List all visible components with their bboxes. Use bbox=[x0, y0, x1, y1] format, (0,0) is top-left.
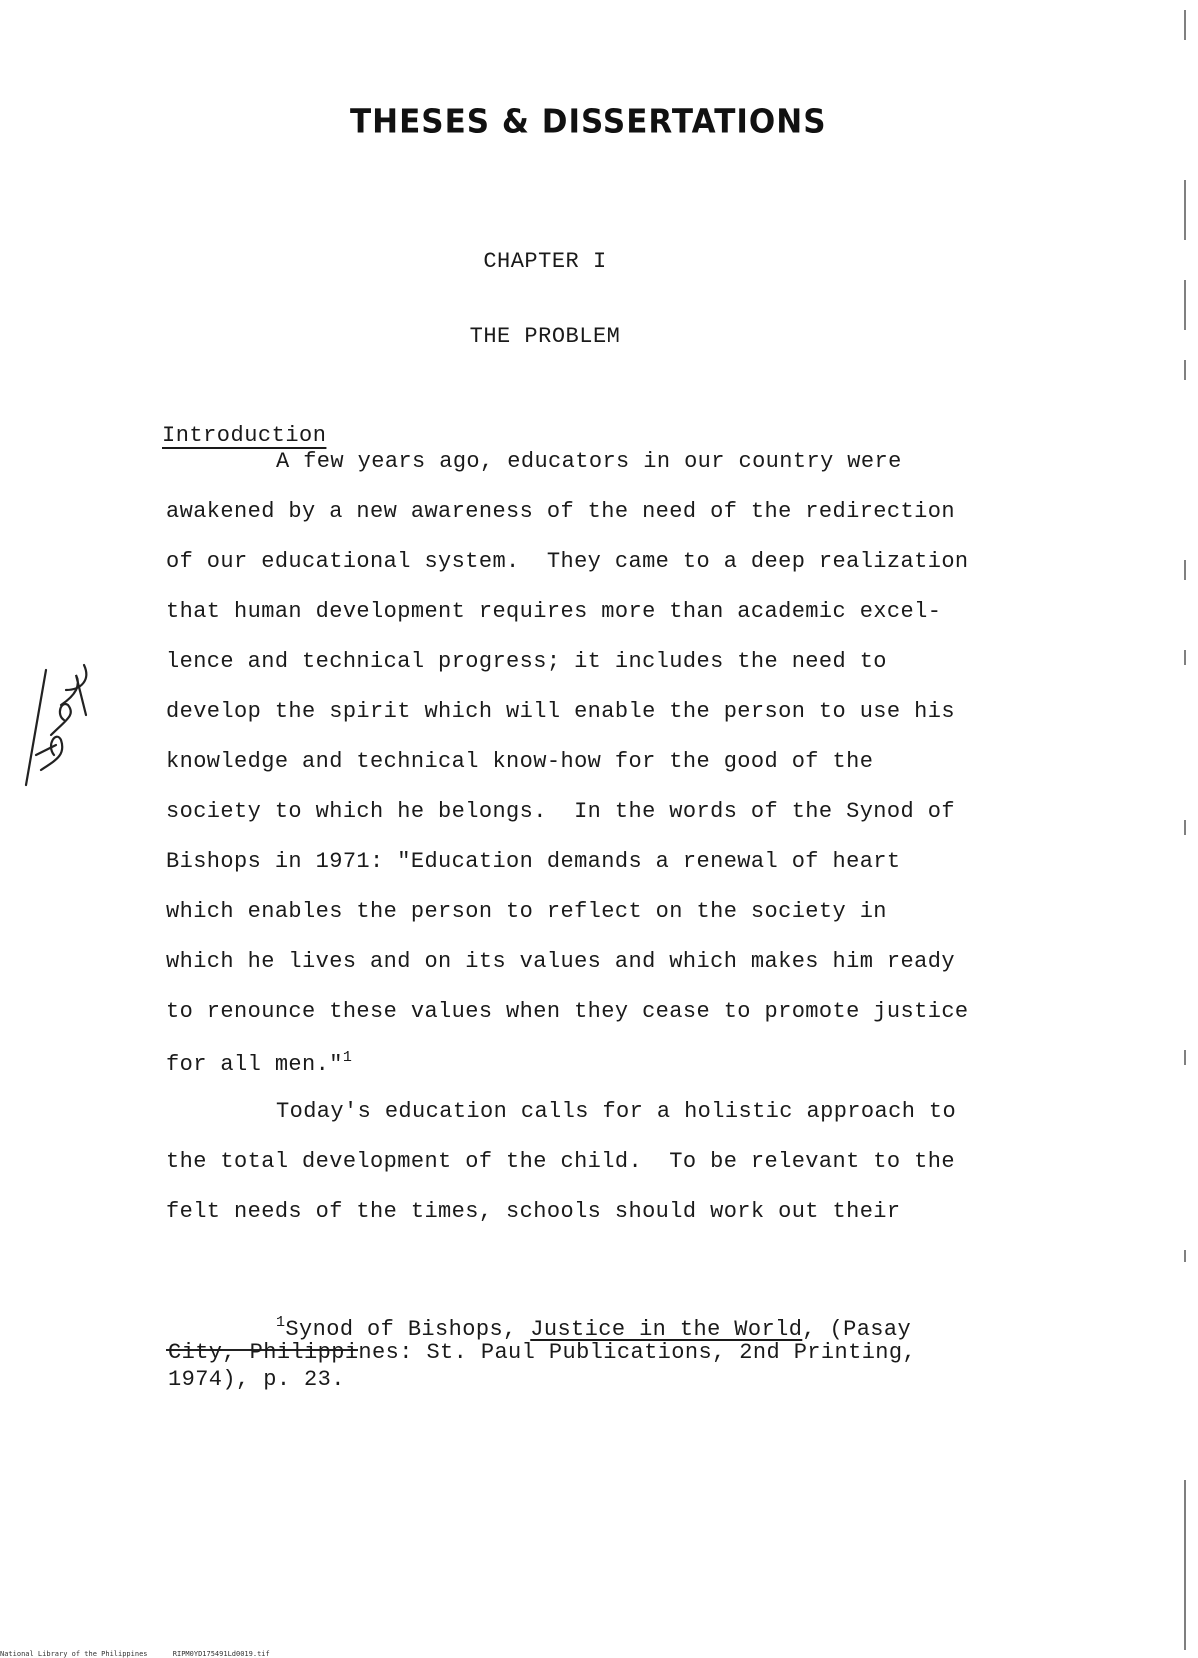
body-line: awakened by a new awareness of the need of the redirection bbox=[166, 499, 955, 524]
footnote-work-title: Justice in the World bbox=[530, 1317, 803, 1342]
body-line: society to which he belongs. In the words of the Synod of bbox=[166, 799, 955, 824]
body-line: which enables the person to reflect on the society in bbox=[166, 899, 887, 924]
theses-dissertations-stamp: THESES & DISSERTATIONS bbox=[350, 103, 827, 141]
body-line: the total development of the child. To be relevant to the bbox=[166, 1149, 955, 1174]
body-line-text: for all men." bbox=[166, 1052, 343, 1077]
scan-footer: National Library of the Philippines RIPM0YD175491Ld0019.tif bbox=[0, 1650, 270, 1658]
body-line: that human development requires more than academic excel- bbox=[166, 599, 942, 624]
body-line: Today's education calls for a holistic approach to bbox=[276, 1099, 957, 1124]
chapter-title: THE PROBLEM bbox=[469, 324, 621, 349]
body-line: of our educational system. They came to a deep realization bbox=[166, 549, 969, 574]
body-line: Bishops in 1971: "Education demands a renewal of heart bbox=[166, 849, 901, 874]
footnote-marker: 1 bbox=[276, 1314, 286, 1331]
body-line: knowledge and technical know-how for the good of the bbox=[166, 749, 874, 774]
section-heading-introduction: Introduction bbox=[162, 423, 327, 448]
body-line: to renounce these values when they cease to promote justice bbox=[166, 999, 969, 1024]
body-line: felt needs of the times, schools should work out their bbox=[166, 1199, 901, 1224]
body-line: which he lives and on its values and which makes him ready bbox=[166, 949, 955, 974]
body-line-last bbox=[166, 1049, 352, 1077]
body-line: A few years ago, educators in our country were bbox=[276, 449, 902, 474]
footnote-author: Synod of Bishops, bbox=[285, 1317, 531, 1342]
scan-edge-marks bbox=[1180, 0, 1190, 1658]
footnote-rest: , (Pasay bbox=[802, 1317, 912, 1342]
footnote-reference: 1 bbox=[342, 1049, 353, 1066]
footnote-line-2: City, Philippines: St. Paul Publications, 2nd Printing, bbox=[168, 1340, 917, 1365]
footnote-line-3: 1974), p. 23. bbox=[168, 1367, 345, 1392]
footnote-line-1 bbox=[276, 1314, 911, 1342]
body-line: lence and technical progress; it includes the need to bbox=[166, 649, 887, 674]
body-line: develop the spirit which will enable the person to use his bbox=[166, 699, 955, 724]
handwritten-accession-mark bbox=[6, 660, 106, 790]
chapter-number: CHAPTER I bbox=[483, 249, 607, 274]
